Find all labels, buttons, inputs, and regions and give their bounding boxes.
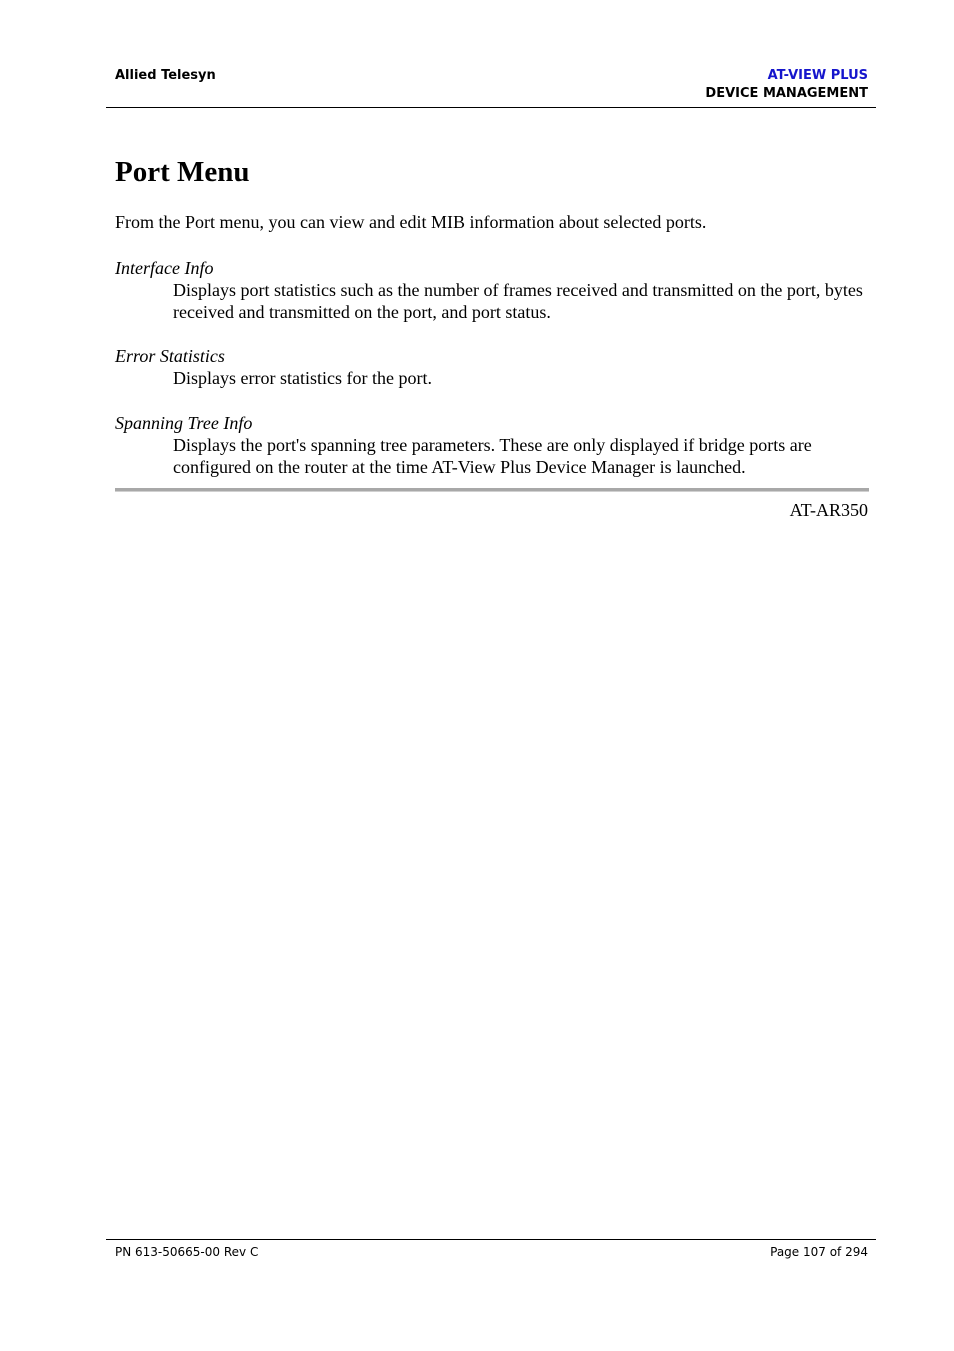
menu-item-description-interface-info: Displays port statistics such as the number of frames received and transmitted on the port, bytes received and transmitted on the port, and port status. xyxy=(173,280,863,322)
header-section: DEVICE MANAGEMENT xyxy=(705,86,868,101)
header-company: Allied Telesyn xyxy=(115,68,216,83)
intro-paragraph: From the Port menu, you can view and edit MIB information about selected ports. xyxy=(115,212,707,232)
footer-page-number: Page 107 of 294 xyxy=(770,1245,868,1259)
page-title: Port Menu xyxy=(115,156,250,188)
product-tag: AT-AR350 xyxy=(789,500,868,520)
footer-divider xyxy=(106,1239,876,1240)
header-divider xyxy=(106,107,876,108)
menu-item-description-error-statistics: Displays error statistics for the port. xyxy=(173,368,432,388)
menu-item-term-interface-info: Interface Info xyxy=(115,258,214,278)
section-divider xyxy=(115,488,869,492)
header-right xyxy=(705,67,868,103)
footer-part-number: PN 613-50665-00 Rev C xyxy=(115,1245,259,1259)
menu-item-term-spanning-tree-info: Spanning Tree Info xyxy=(115,413,253,433)
menu-item-description-spanning-tree-info: Displays the port's spanning tree parameters. These are only displayed if bridge ports are configured on the router at the time AT-View Plus Device Manager is launched. xyxy=(173,435,812,477)
header-product: AT-VIEW PLUS xyxy=(767,68,868,83)
menu-item-term-error-statistics: Error Statistics xyxy=(115,346,225,366)
